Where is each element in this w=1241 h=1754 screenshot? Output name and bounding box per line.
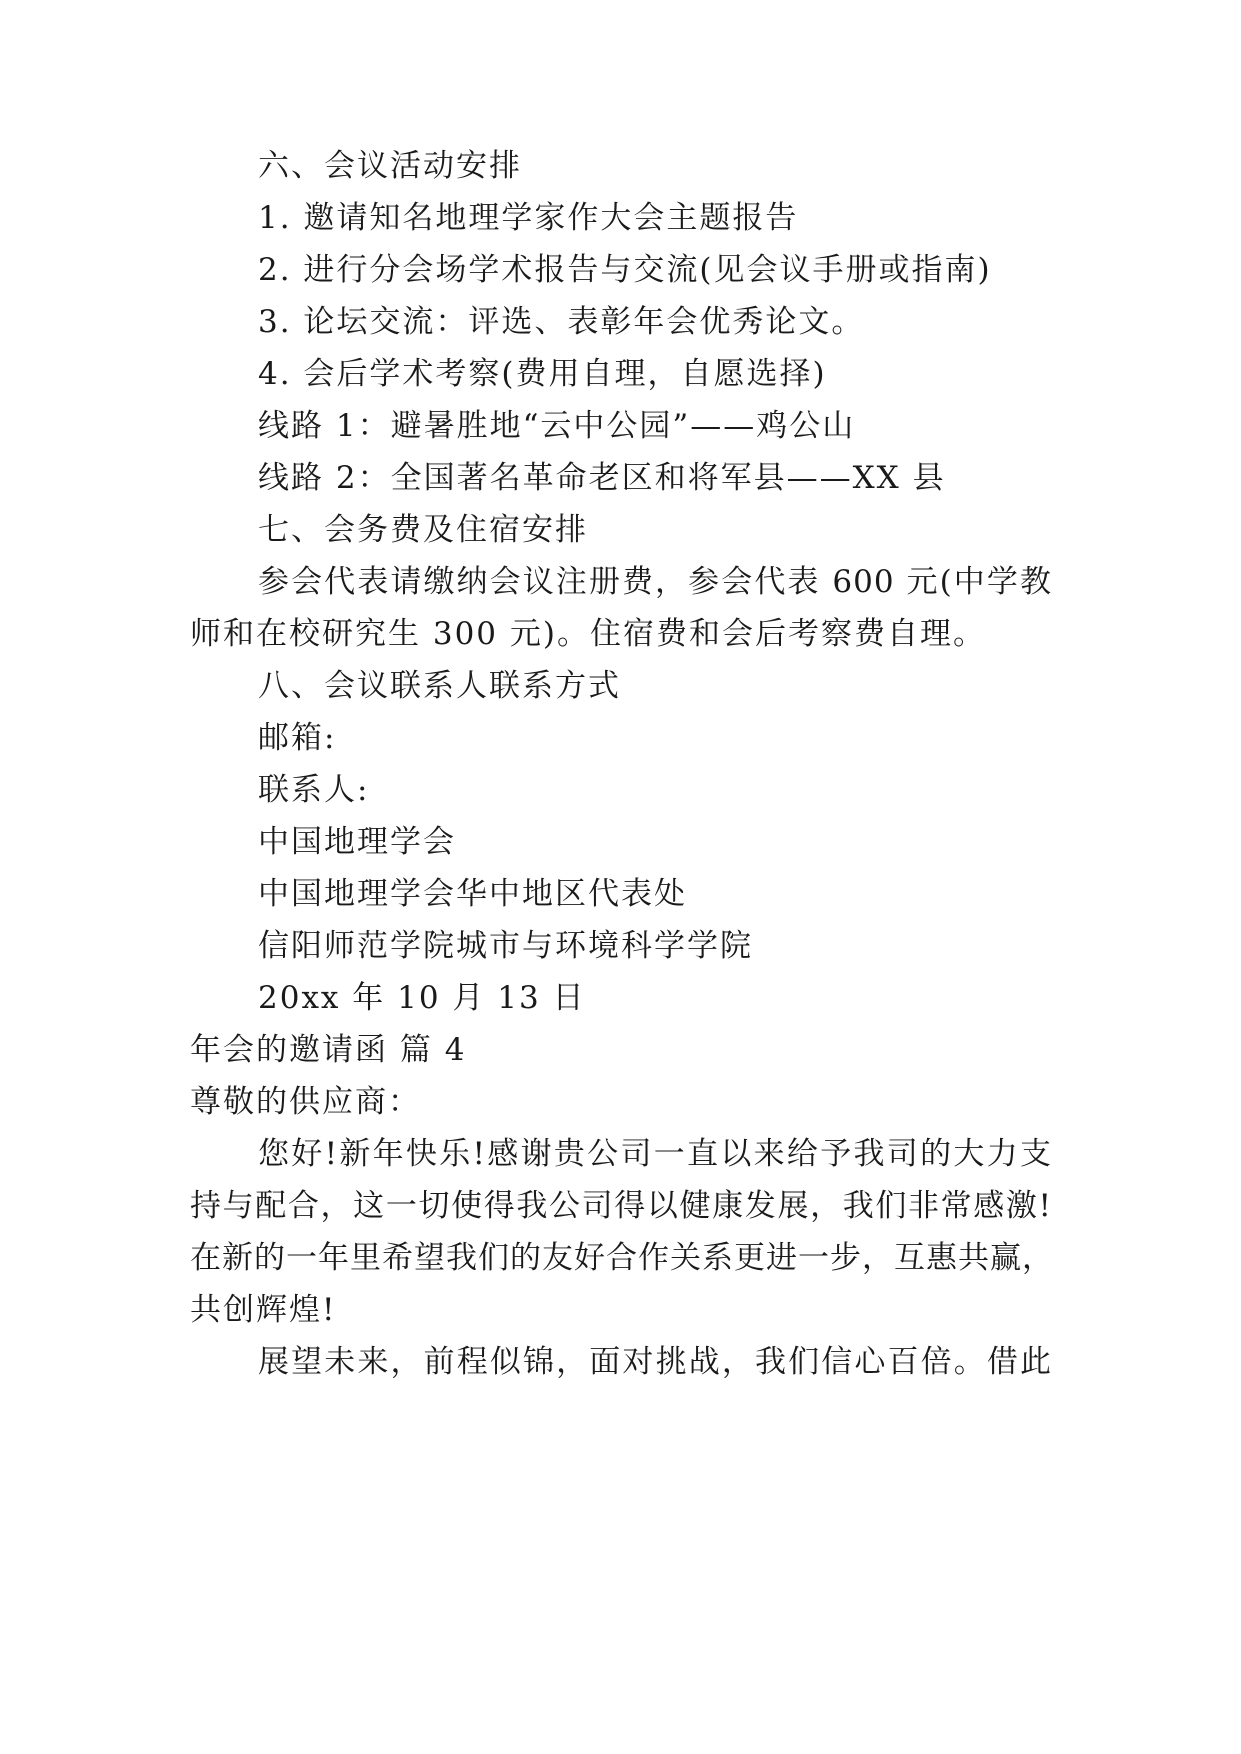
activity-item-4: 4. 会后学术考察(费用自理，自愿选择): [258, 356, 827, 392]
letter-4-para-1-line-3: 在新的一年里希望我们的友好合作关系更进一步，互惠共赢，: [190, 1240, 1054, 1276]
letter-4-para-2-line-1: 展望未来，前程似锦，面对挑战，我们信心百倍。借此: [258, 1344, 1052, 1380]
letter-4-title: 年会的邀请函 篇 4: [190, 1032, 467, 1068]
letter-4-salutation: 尊敬的供应商：: [190, 1084, 421, 1120]
section-8-heading: 八、会议联系人联系方式: [258, 668, 621, 704]
section-6-heading: 六、会议活动安排: [258, 148, 522, 184]
letter-4-para-1-line-4: 共创辉煌!: [190, 1292, 337, 1328]
activity-item-3: 3. 论坛交流：评选、表彰年会优秀论文。: [258, 304, 865, 340]
signature-org-2: 中国地理学会华中地区代表处: [258, 876, 687, 912]
activity-item-2: 2. 进行分会场学术报告与交流(见会议手册或指南): [258, 252, 992, 288]
signature-date: 20xx 年 10 月 13 日: [258, 980, 586, 1016]
fee-paragraph-line-1: 参会代表请缴纳会议注册费，参会代表 600 元(中学教: [258, 564, 1052, 600]
signature-org-1: 中国地理学会: [258, 824, 456, 860]
letter-4-para-1-line-2: 持与配合，这一切使得我公司得以健康发展，我们非常感激!: [190, 1188, 1052, 1224]
route-2: 线路 2：全国著名革命老区和将军县——XX 县: [258, 460, 946, 496]
fee-paragraph-line-2: 师和在校研究生 300 元)。住宿费和会后考察费自理。: [190, 616, 986, 652]
section-7-heading: 七、会务费及住宿安排: [258, 512, 588, 548]
signature-org-3: 信阳师范学院城市与环境科学学院: [258, 928, 753, 964]
email-label: 邮箱:: [258, 720, 337, 756]
letter-4-para-1-line-1: 您好!新年快乐!感谢贵公司一直以来给予我司的大力支: [258, 1136, 1052, 1172]
activity-item-1: 1. 邀请知名地理学家作大会主题报告: [258, 200, 799, 236]
route-1: 线路 1：避暑胜地“云中公园”——鸡公山: [258, 408, 856, 444]
contact-label: 联系人:: [258, 772, 370, 808]
